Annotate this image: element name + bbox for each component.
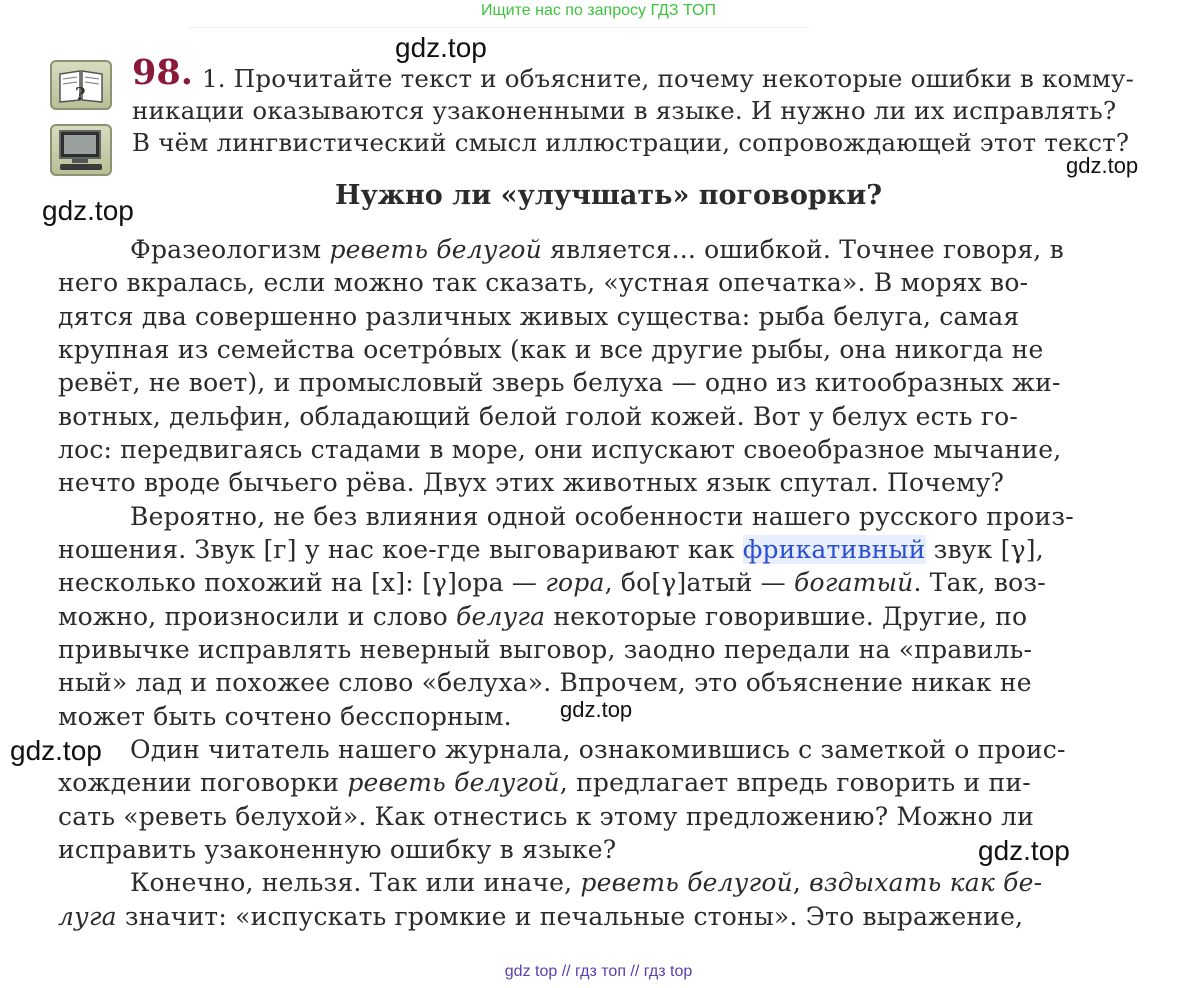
svg-text:?: ?: [75, 84, 86, 105]
watermark: gdz.top: [10, 735, 102, 766]
search-banner[interactable]: Ищите нас по запросу ГДЗ ТОП: [481, 2, 716, 19]
highlighted-term: фрикативный: [742, 535, 926, 564]
watermark: gdz.top: [978, 835, 1070, 866]
text-line: лос: передвигаясь стадами в море, они испускают своеобразное мычание,: [58, 435, 1062, 464]
computer-icon: [50, 124, 112, 176]
text-line: ревёт, не воет), и промысловый зверь белуха — одно из китообразных жи-: [58, 368, 1061, 397]
watermark: gdz.top: [395, 32, 487, 63]
watermark: gdz.top: [560, 697, 633, 722]
text-line: вотных, дельфин, обладающий белой голой кожей. Вот у белух есть го-: [58, 402, 1019, 431]
text-line: Вероятно, не без влияния одной особенности нашего русского произ-: [130, 502, 1074, 531]
exercise-number: 98.: [132, 52, 193, 93]
text-line: луга значит: «испускать громкие и печальные стоны». Это выражение,: [58, 902, 1024, 931]
text-line: хождении поговорки реветь белугой, предлагает впредь говорить и пи-: [58, 768, 1031, 797]
text-line: привычке исправлять неверный выговор, заодно передали на «правиль-: [58, 635, 1033, 664]
watermark: gdz.top: [1066, 153, 1139, 178]
text-line: него вкралась, если можно так сказать, «устная опечатка». В морях во-: [58, 268, 1029, 297]
text-line: можно, произносили и слово белуга некоторые говорившие. Другие, по: [58, 602, 1028, 631]
text-title: Нужно ли «улучшать» поговорки?: [334, 180, 883, 211]
footer-links[interactable]: gdz top // гдз топ // гдз top: [504, 963, 693, 980]
question-book-icon: [50, 60, 112, 110]
task-line: никации оказываются узаконенными в языке. И нужно ли их исправлять?: [132, 96, 1117, 125]
task-line: В чём лингвистический смысл иллюстрации, сопровождающей этот текст?: [132, 128, 1130, 157]
text-line: крупная из семейства осетро́вых (как и все другие рыбы, она никогда не: [58, 335, 1044, 364]
text-line: может быть сочтено бесспорным.: [58, 702, 512, 731]
text-line: ный» лад и похожее слово «белуха». Впрочем, это объяснение никак не: [58, 668, 1032, 697]
text-line: сать «реветь белухой». Как отнестись к этому предложению? Можно ли: [58, 802, 1034, 831]
text-line: исправить узаконенную ошибку в языке?: [58, 835, 617, 864]
task-line: 1. Прочитайте текст и объясните, почему некоторые ошибки в комму-: [202, 64, 1135, 93]
text-line: Конечно, нельзя. Так или иначе, реветь белугой, вздыхать как бе-: [130, 868, 1043, 897]
text-line: дятся два совершенно различных живых существа: рыба белуга, самая: [58, 302, 1020, 331]
text-line: Один читатель нашего журнала, ознакомившись с заметкой о проис-: [130, 735, 1066, 764]
text-line: Фразеологизм реветь белугой является... ошибкой. Точнее говоря, в: [130, 235, 1064, 264]
top-page-fragment: [190, 17, 810, 28]
text-line: несколько похожий на [х]: [γ]ора — гора, бо[γ]атый — богатый. Так, воз-: [58, 568, 1046, 597]
text-line: ношения. Звук [г] у нас кое-где выговаривают как фрикативный звук [γ],: [58, 535, 1044, 564]
text-line: нечто вроде бычьего рёва. Двух этих животных язык спутал. Почему?: [58, 468, 1005, 497]
watermark: gdz.top: [42, 195, 134, 226]
